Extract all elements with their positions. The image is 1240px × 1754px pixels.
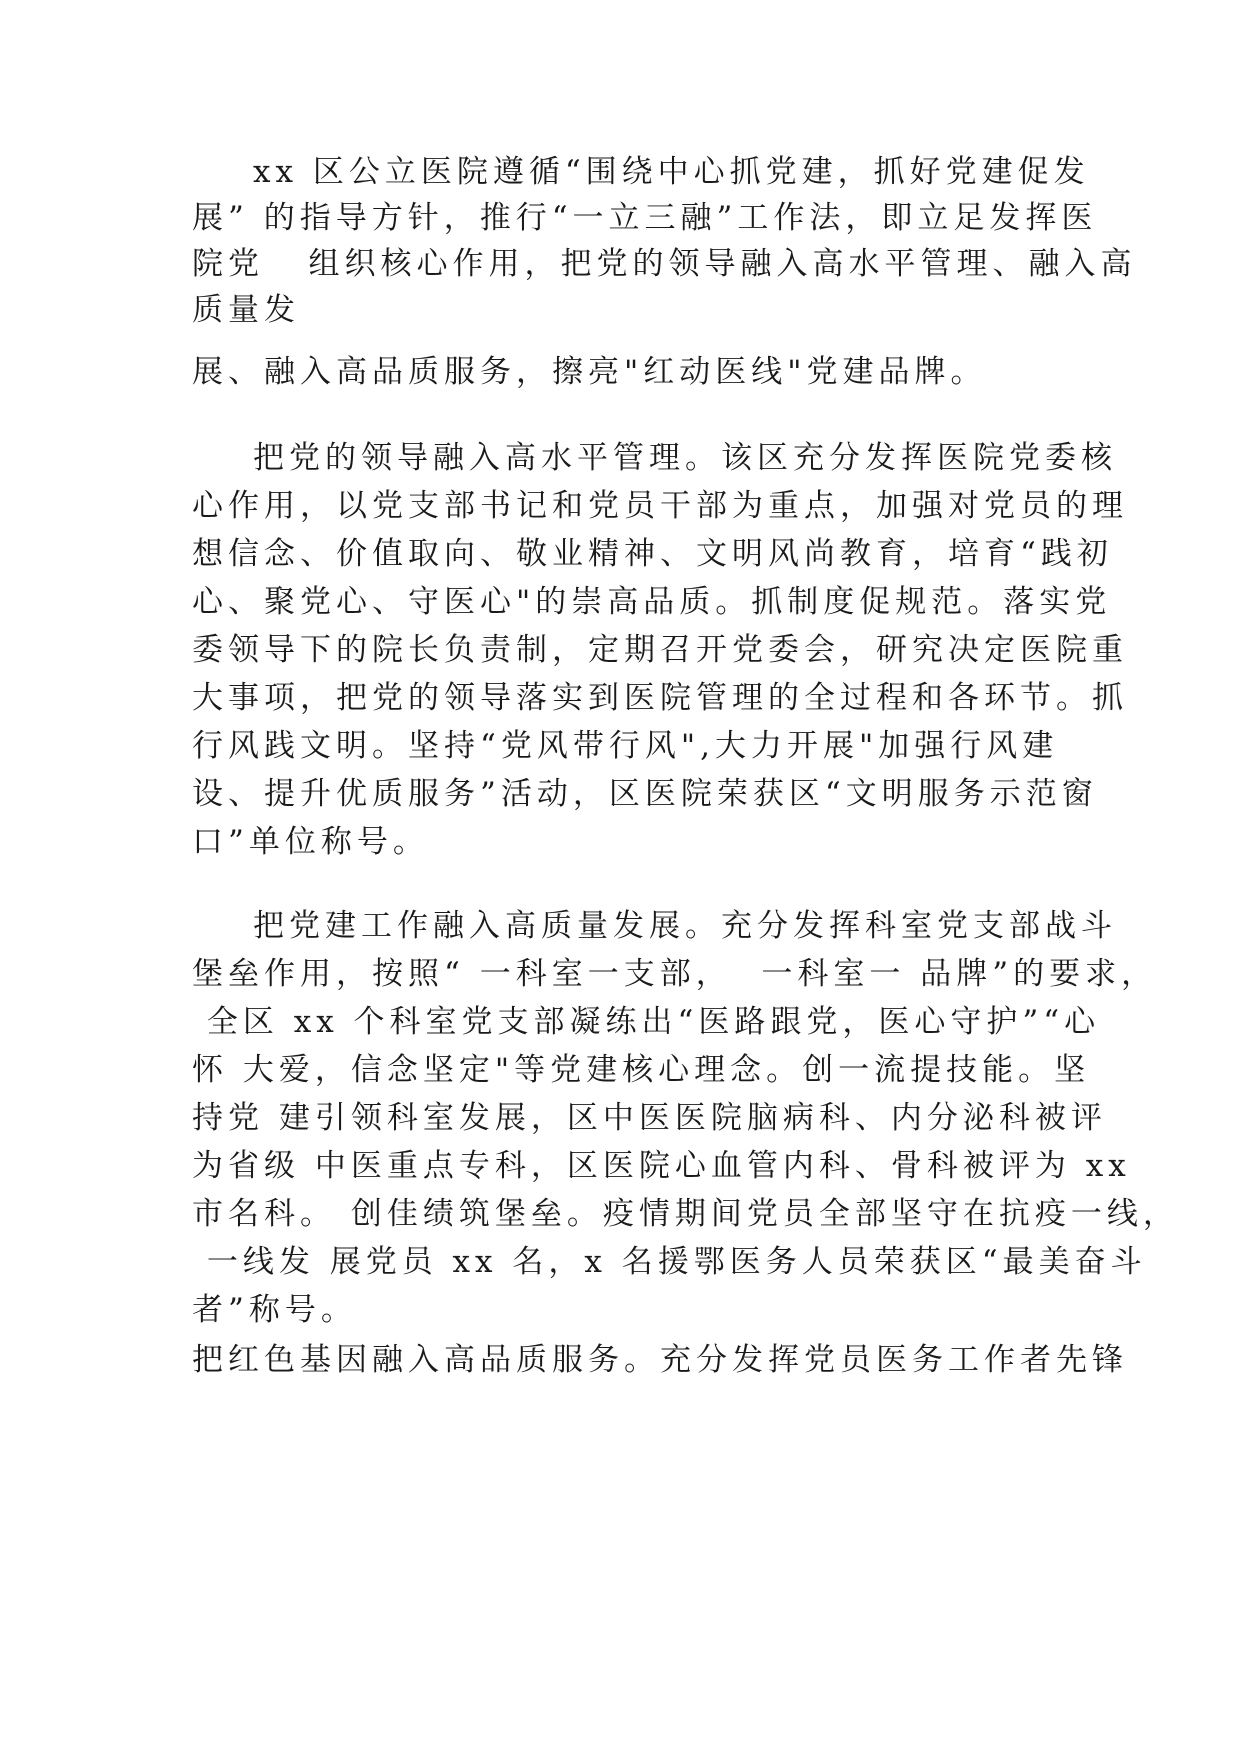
text-line: 展” 的指导方针，推行“一立三融”工作法，即立足发挥医 xyxy=(192,200,1098,236)
text-line: xx 区公立医院遵循“围绕中心抓党建，抓好党建促发 xyxy=(253,154,1090,190)
text-line: 心、聚党心、守医心"的崇高品质。抓制度促规范。落实党 xyxy=(192,584,1112,620)
text-line: 持党 建引领科室发展，区中医医院脑病科、内分泌科被评 xyxy=(192,1100,1107,1136)
text-line: 委领导下的院长负责制，定期召开党委会，研究决定医院重 xyxy=(192,632,1128,668)
text-line: 堡垒作用，按照“ 一科室一支部， 一科室一 品牌”的要求， xyxy=(192,956,1158,992)
text-line: 心作用，以党支部书记和党员干部为重点，加强对党员的理 xyxy=(192,488,1128,524)
text-line: 把红色基因融入高品质服务。充分发挥党员医务工作者先锋 xyxy=(192,1342,1128,1378)
text-line: 设、提升优质服务”活动，区医院荣获区“文明服务示范窗 xyxy=(192,776,1098,812)
text-line: 行风践文明。坚持“党风带行风",大力开展"加强行风建 xyxy=(192,728,1059,764)
text-line: 者”称号。 xyxy=(192,1292,357,1328)
text-line: 一线发 展党员 xx 名，x 名援鄂医务人员荣获区“最美奋斗 xyxy=(192,1244,1147,1280)
text-line: 院党 组织核心作用，把党的领导融入高水平管理、融入高 xyxy=(192,246,1137,282)
text-line: 口”单位称号。 xyxy=(192,824,429,860)
text-line: 把党的领导融入高水平管理。该区充分发挥医院党委核 xyxy=(253,440,1117,476)
text-line: 质量发 xyxy=(192,292,300,328)
text-line: 展、融入高品质服务，擦亮"红动医线"党建品牌。 xyxy=(192,354,987,390)
text-line: 为省级 中医重点专科，区医院心血管内科、骨科被评为 xx xyxy=(192,1148,1131,1184)
text-line: 市名科。 创佳绩筑堡垒。疫情期间党员全部坚守在抗疫一线， xyxy=(192,1196,1179,1232)
text-line: 怀 大爱，信念坚定"等党建核心理念。创一流提技能。坚 xyxy=(192,1052,1091,1088)
text-line: 全区 xx 个科室党支部凝练出“医路跟党，医心守护”“心 xyxy=(192,1004,1101,1040)
text-line: 把党建工作融入高质量发展。充分发挥科室党支部战斗 xyxy=(253,908,1117,944)
text-line: 想信念、价值取向、敬业精神、文明风尚教育，培育“践初 xyxy=(192,536,1113,572)
text-line: 大事项，把党的领导落实到医院管理的全过程和各环节。抓 xyxy=(192,680,1128,716)
